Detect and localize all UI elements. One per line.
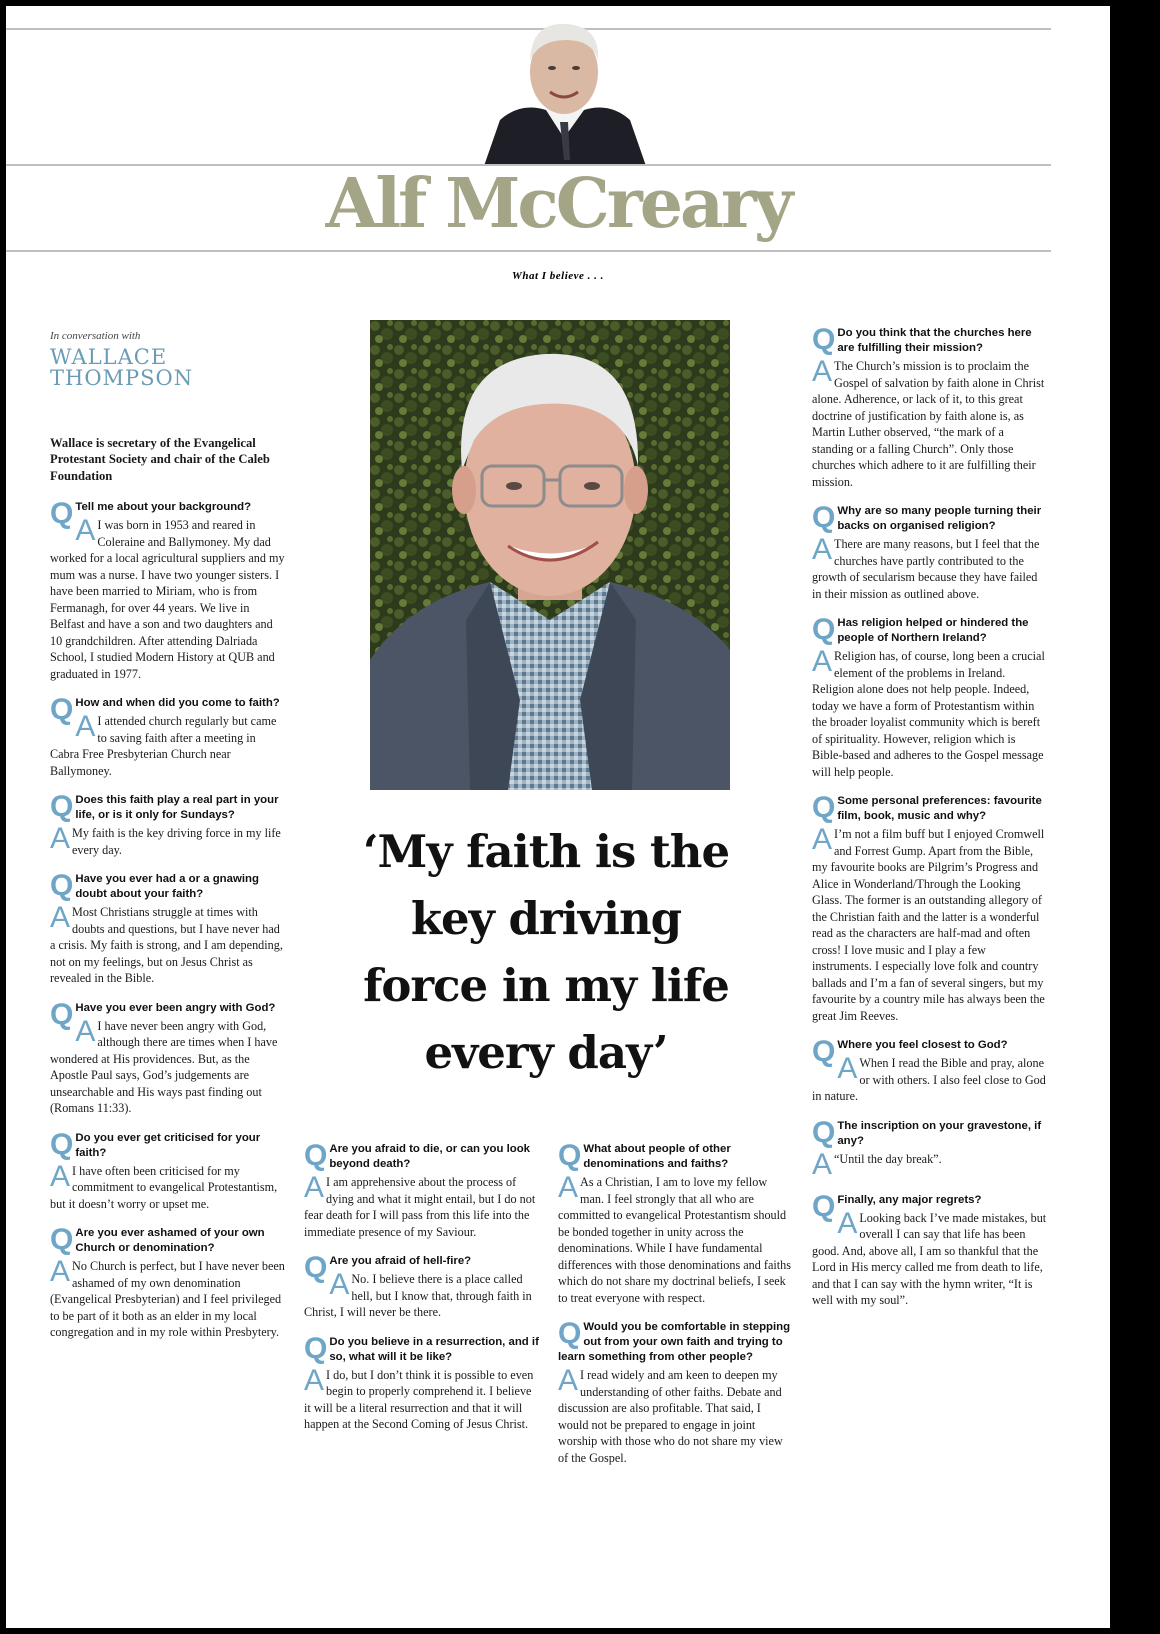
answer — [812, 355, 1048, 490]
qa-item — [50, 693, 286, 779]
question — [558, 1317, 794, 1365]
question-text: Are you afraid of hell-fire? — [329, 1255, 472, 1267]
qa-item — [50, 1223, 286, 1341]
a-letter-icon: A — [50, 822, 71, 855]
question — [304, 1331, 540, 1365]
question-text: Do you believe in a resurrection, and if so, what will it be like? — [329, 1335, 539, 1363]
a-letter-icon: A — [812, 645, 833, 678]
answer-text: Religion has, of course, long been a crucial element of the problems in Ireland. Religion alone does not help people. Indeed, today we have a form of Protestantism within the broader loyalist community which is bereft of spirituality. However, religion which is Bible-based and adheres to the Gospel message will help people. — [812, 649, 1045, 779]
columnist-headshot — [480, 10, 648, 166]
q-letter-icon: Q — [304, 1331, 328, 1365]
answer-text: I do, but I don’t think it is possible to even begin to properly comprehend it. I believe it will be a literal resurrection and that it will happen at the Second Coming of Jesus Christ. — [304, 1367, 534, 1431]
a-letter-icon: A — [75, 1014, 96, 1048]
answer-text: There are many reasons, but I feel that the churches have partly contributed to the growth of secularism because they have failed in their mission as outlined above. — [812, 537, 1040, 601]
q-letter-icon: Q — [50, 1223, 74, 1256]
a-letter-icon: A — [812, 1147, 833, 1181]
answer-text: My faith is the key driving force in my life every day. — [72, 826, 281, 857]
a-letter-icon: A — [50, 1255, 71, 1288]
q-letter-icon: Q — [304, 1251, 328, 1284]
question — [812, 323, 1048, 356]
qa-item — [812, 613, 1048, 780]
answer-text: I’m not a film buff but I enjoyed Cromwell and Forrest Gump. Apart from the Bible, my favourite books are Pilgrim’s Progress and Alice in Wonderland/Through the Looking Glass. The former is an outstanding allegory of the Christian faith and the latter is a wonderful read as the characters are half-mad and often cross! I love music and I play a few instruments. I especially love folk and country ballads and I’m a fan of several singers, but my favourite by a country mile has always been the great Jim Reeves. — [812, 827, 1045, 1023]
a-letter-icon: A — [837, 1052, 858, 1085]
answer-text: No. I believe there is a place called hell, but I know that, through faith in Christ, I will never be there. — [304, 1272, 532, 1319]
a-letter-icon: A — [75, 710, 96, 743]
columnist-name: Alf McCreary — [325, 164, 791, 244]
column-4 — [812, 323, 1048, 1323]
q-letter-icon: Q — [812, 791, 836, 824]
answer — [50, 1014, 286, 1117]
qa-item — [304, 1139, 540, 1240]
answer — [50, 1255, 286, 1341]
answer — [50, 514, 286, 682]
interviewee-name-line2: THOMPSON — [50, 365, 194, 390]
question — [304, 1139, 540, 1172]
qa-item — [812, 1189, 1048, 1309]
question-text: How and when did you come to faith? — [75, 697, 280, 709]
answer-text: As a Christian, I am to love my fellow man. I feel strongly that all who are committed to evangelical Protestantism should be bonded together in unity across the denominations. While I have fundamental differences with those denominations and faiths which do not share my doctrinal beliefs, I seek to treat everyone with respect. — [558, 1175, 791, 1305]
qa-item — [50, 1127, 286, 1213]
question-text: Some personal preferences: favourite film, book, music and why? — [837, 795, 1042, 822]
answer — [50, 901, 286, 987]
question — [50, 790, 286, 823]
qa-item — [558, 1139, 794, 1306]
answer — [812, 1147, 1048, 1181]
question-text: What about people of other denominations and faiths? — [583, 1143, 731, 1170]
q-letter-icon: Q — [50, 997, 74, 1031]
answer-text: When I read the Bible and pray, alone or with others. I also feel close to God in nature. — [812, 1056, 1046, 1103]
answer-text: I am apprehensive about the process of dying and what it might entail, but I do not fear death for I will pass from this life into the immediate presence of my Saviour. — [304, 1175, 536, 1239]
q-letter-icon: Q — [50, 869, 74, 902]
answer-text: Most Christians struggle at times with doubts and questions, but I have never had a crisis. My faith is strong, and I am depending, not on my feelings, but on Jesus Christ as revealed in the Bible. — [50, 905, 283, 985]
question-text: Finally, any major regrets? — [837, 1193, 982, 1206]
question-text: Does this faith play a real part in your life, or is it only for Sundays? — [75, 794, 279, 821]
q-letter-icon: Q — [50, 1127, 74, 1161]
question-text: Would you be comfortable in stepping out from your own faith and trying to learn something from other people? — [558, 1321, 791, 1363]
question-text: Have you ever had a or a gnawing doubt about your faith? — [75, 873, 259, 900]
answer-text: Looking back I’ve made mistakes, but overall I can say that life has been good. And, above all, I am so thankful that the Lord in His mercy called me from death to life, and that I can say with the hymn writer, “It is well with my soul”. — [812, 1210, 1047, 1307]
q-letter-icon: Q — [50, 790, 74, 823]
q-letter-icon: Q — [812, 613, 836, 646]
q-letter-icon: Q — [558, 1317, 582, 1350]
answer-text: “Until the day break”. — [834, 1151, 942, 1166]
answer — [558, 1364, 794, 1466]
q-letter-icon: Q — [304, 1139, 328, 1172]
question-text: Tell me about your background? — [75, 501, 252, 513]
answer-text: I have never been angry with God, although there are times when I have wondered at His providences. But, as the Apostle Paul says, God’s judgements are unsearchable and His ways past finding out (Romans 11:33). — [50, 1018, 278, 1115]
answer — [812, 645, 1048, 780]
answer — [812, 533, 1048, 602]
qa-item — [812, 1035, 1048, 1105]
question — [50, 997, 286, 1031]
qa-item — [50, 997, 286, 1117]
qa-item — [812, 1115, 1048, 1181]
newspaper-page — [6, 6, 1110, 1628]
answer — [50, 710, 286, 779]
question-text: Where you feel closest to God? — [837, 1039, 1008, 1051]
question — [558, 1139, 794, 1172]
answer — [50, 1159, 286, 1213]
answer — [304, 1268, 540, 1321]
question — [50, 1223, 286, 1256]
qa-item — [304, 1251, 540, 1321]
answer-text: No Church is perfect, but I have never been ashamed of my own denomination (Evangelical Presbyterian) and I feel privileged to be part of it both as an elder in my local congregation and in my role within Presbytery. — [50, 1259, 285, 1339]
column-3 — [558, 1139, 794, 1480]
question — [812, 613, 1048, 646]
qa-list-column-4 — [812, 323, 1048, 1309]
qa-item — [50, 497, 286, 682]
pull-quote-headline: ‘My faith is the key driving force in my life every day’ — [362, 825, 730, 1079]
q-letter-icon: Q — [50, 693, 74, 726]
q-letter-icon: Q — [812, 1115, 836, 1149]
masthead-rule-lower — [6, 250, 1051, 252]
q-letter-icon: Q — [812, 501, 836, 534]
interviewee-intro: Wallace is secretary of the Evangelical Protestant Society and chair of the Caleb Foundation — [50, 435, 270, 483]
answer — [304, 1171, 540, 1240]
column-2 — [304, 1139, 540, 1447]
question-text: Are you ever ashamed of your own Church or denomination? — [75, 1227, 265, 1254]
column-tagline: What I believe . . . — [512, 270, 604, 282]
answer-text: I read widely and am keen to deepen my understanding of other faiths. Debate and discussion are also profitable. That said, I would not be prepared to engage in joint worship with those who do not share my view of the Gospel. — [558, 1368, 783, 1465]
qa-list-column-2 — [304, 1139, 540, 1433]
q-letter-icon: Q — [812, 1189, 836, 1223]
answer — [304, 1363, 540, 1433]
a-letter-icon: A — [50, 1159, 71, 1193]
question-text: Why are so many people turning their backs on organised religion? — [837, 505, 1042, 532]
qa-item — [558, 1317, 794, 1466]
a-letter-icon: A — [812, 823, 833, 856]
a-letter-icon: A — [558, 1364, 579, 1397]
question-text: Have you ever been angry with God? — [75, 1001, 276, 1014]
qa-list-column-1 — [50, 497, 286, 1341]
q-letter-icon: Q — [812, 323, 836, 356]
answer — [812, 823, 1048, 1024]
answer-text: I attended church regularly but came to saving faith after a meeting in Cabra Free Presbyterian Church near Ballymoney. — [50, 714, 277, 778]
a-letter-icon: A — [812, 355, 833, 388]
answer — [812, 1052, 1048, 1105]
a-letter-icon: A — [837, 1206, 858, 1240]
question — [812, 791, 1048, 824]
question-text: Do you think that the churches here are fulfilling their mission? — [837, 327, 1032, 354]
qa-item — [812, 791, 1048, 1024]
question — [812, 1035, 1048, 1068]
question — [812, 501, 1048, 534]
question — [50, 1127, 286, 1161]
question — [50, 869, 286, 902]
question-text: Are you afraid to die, or can you look beyond death? — [329, 1143, 530, 1170]
q-letter-icon: Q — [558, 1139, 582, 1172]
q-letter-icon: Q — [50, 497, 74, 530]
answer-text: I was born in 1953 and reared in Coleraine and Ballymoney. My dad worked for a local agricultural suppliers and my mum was a nurse. I have two younger sisters. I have been married to Miriam, who is from Fermanagh, for over 44 years. We live in Belfast and have a son and two daughters and 10 grandchildren. After attending Dalriada School, I studied Modern History at QUB and graduated in 1977. — [50, 518, 285, 681]
answer — [812, 1206, 1048, 1309]
interviewee-name — [50, 344, 286, 390]
a-letter-icon: A — [329, 1268, 350, 1301]
a-letter-icon: A — [812, 533, 833, 566]
a-letter-icon: A — [50, 901, 71, 934]
question — [50, 497, 286, 530]
question — [812, 1115, 1048, 1149]
qa-item — [812, 323, 1048, 490]
qa-item — [50, 790, 286, 858]
answer — [558, 1171, 794, 1306]
a-letter-icon: A — [304, 1171, 325, 1204]
question-text: Do you ever get criticised for your faith? — [75, 1131, 261, 1159]
question — [50, 693, 286, 726]
interviewee-name-line1: WALLACE — [50, 344, 168, 369]
conversation-label: In conversation with — [50, 330, 141, 342]
qa-item — [50, 869, 286, 987]
question — [304, 1251, 540, 1284]
answer-text: I have often been criticised for my commitment to evangelical Protestantism, but it doesn’t worry or upset me. — [50, 1163, 278, 1211]
answer-text: The Church’s mission is to proclaim the Gospel of salvation by faith alone in Christ alone. Adherence, or lack of it, to this great doctrine of justification by faith alone is, as Martin Luther observed, “the mark of a standing or a falling Church”. Only those churches which adhere to it are fulfilling their mission. — [812, 359, 1045, 489]
question-text: The inscription on your gravestone, if any? — [837, 1119, 1042, 1147]
a-letter-icon: A — [558, 1171, 579, 1204]
qa-item — [812, 501, 1048, 602]
question — [812, 1189, 1048, 1223]
a-letter-icon: A — [75, 514, 96, 547]
qa-list-column-3 — [558, 1139, 794, 1466]
column-1 — [50, 328, 286, 1355]
qa-item — [304, 1331, 540, 1433]
answer — [50, 822, 286, 858]
a-letter-icon: A — [304, 1363, 325, 1397]
interviewee-photo — [370, 320, 730, 790]
question-text: Has religion helped or hindered the people of Northern Ireland? — [837, 617, 1029, 644]
q-letter-icon: Q — [812, 1035, 836, 1068]
